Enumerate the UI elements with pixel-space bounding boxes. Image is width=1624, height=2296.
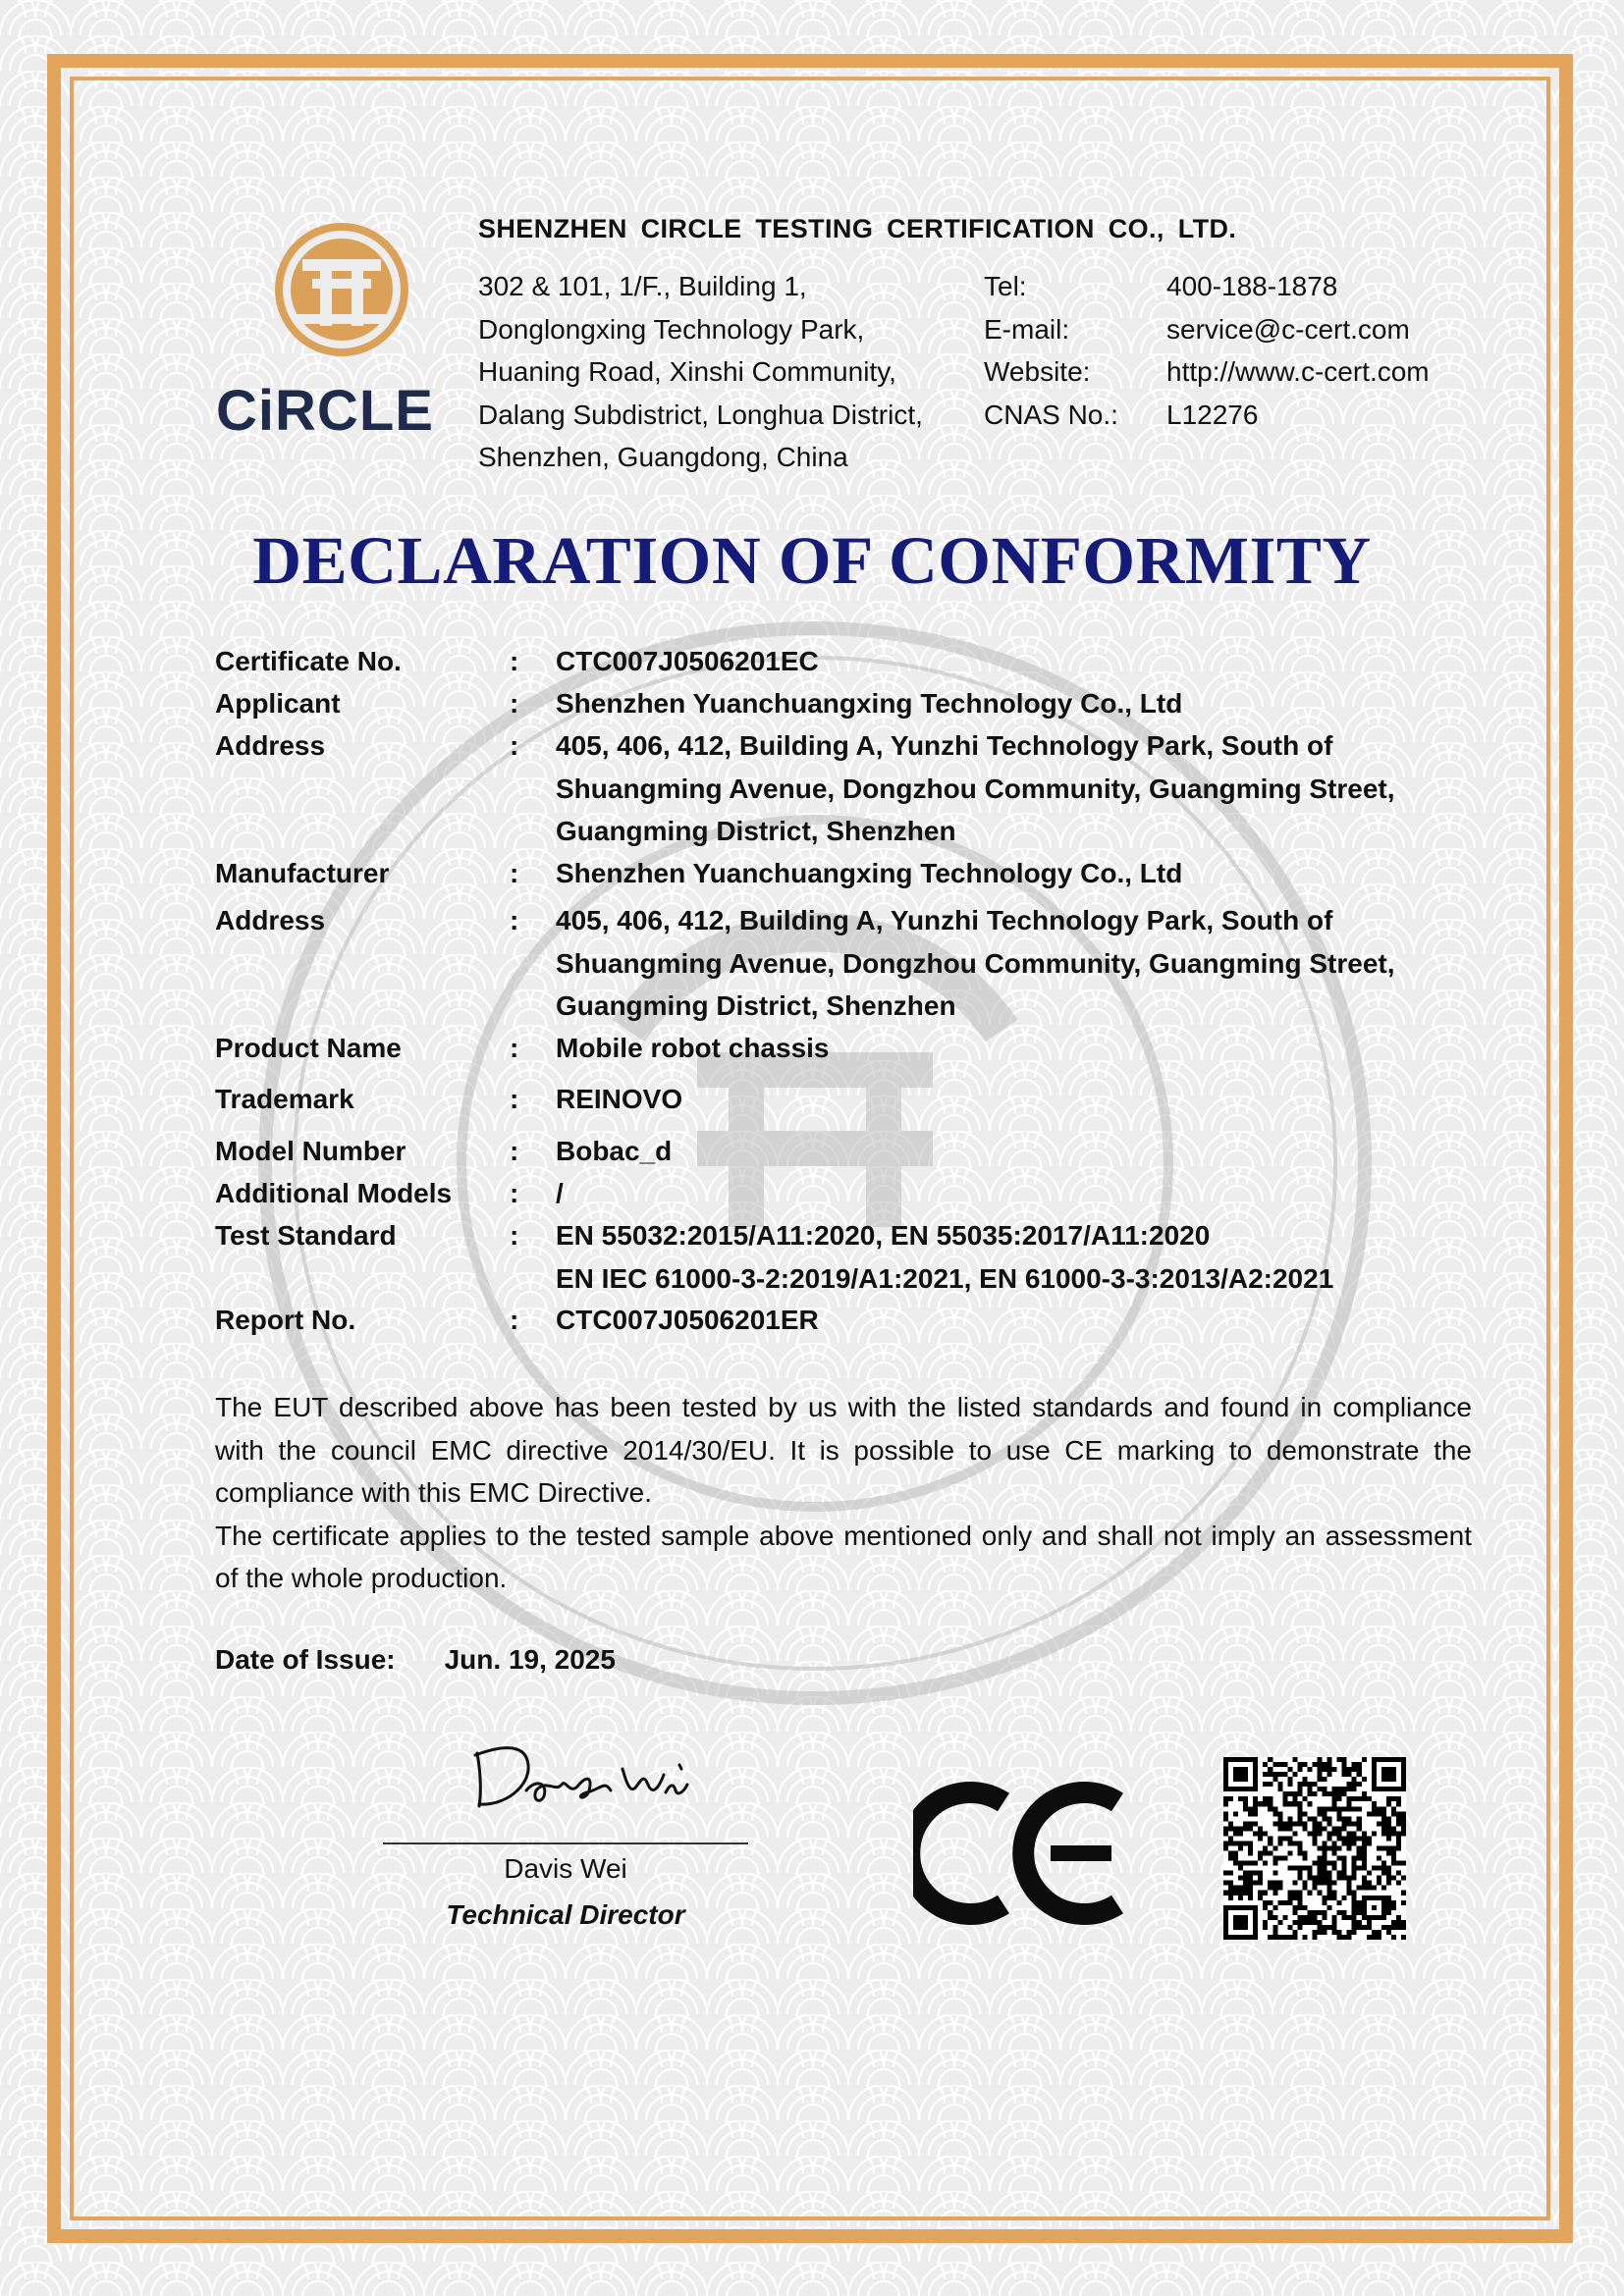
contact-label: Website: — [984, 356, 1091, 387]
field-value-line: Shenzhen Yuanchuangxing Technology Co., Ltd — [556, 688, 1183, 719]
address-line: Donglongxing Technology Park, — [478, 313, 865, 345]
contact-label: E-mail: — [984, 313, 1070, 345]
field-value-line: Bobac_d — [556, 1136, 673, 1166]
field-label: Model Number — [215, 1136, 406, 1166]
company-contacts — [984, 265, 1430, 436]
contact-label: CNAS No.: — [984, 399, 1118, 430]
statement-paragraph-1: The EUT described above has been tested by us with the listed standards and found in compliance with the council EMC directive 2014/30/EU. It is possible to use CE marking to demonstrate the compliance with this EMC Directive. — [215, 1392, 1472, 1508]
field-value-line: Shuangming Avenue, Dongzhou Community, Guangming Street, — [556, 947, 1395, 979]
contact-row — [984, 394, 1430, 437]
handwritten-signature — [458, 1735, 693, 1826]
field-value — [556, 1130, 1489, 1173]
field-colon: : — [510, 1178, 519, 1208]
field-row — [215, 1299, 1489, 1342]
field-row — [215, 682, 1489, 725]
field-row — [215, 1130, 1489, 1173]
field-value — [556, 1078, 1489, 1121]
field-value-line: Guangming District, Shenzhen — [556, 816, 956, 846]
circle-gate-emblem-icon — [275, 223, 408, 356]
qr-code-icon — [1223, 1757, 1406, 1940]
contact-row — [984, 308, 1430, 351]
company-name: SHENZHEN CIRCLE TESTING CERTIFICATION CO., LTD. — [478, 214, 1237, 243]
contact-value: service@c-cert.com — [1166, 313, 1410, 345]
field-value-line: CTC007J0506201ER — [556, 1305, 819, 1335]
field-colon: : — [510, 905, 519, 935]
field-value-line: Guangming District, Shenzhen — [556, 990, 956, 1021]
field-value-line: 405, 406, 412, Building A, Yunzhi Technology Park, South of — [556, 730, 1333, 761]
field-value-line: EN 55032:2015/A11:2020, EN 55035:2017/A11:2020 — [556, 1220, 1211, 1251]
issue-label: Date of Issue: — [215, 1644, 396, 1675]
field-value — [556, 852, 1489, 895]
field-colon: : — [510, 1136, 519, 1166]
field-value-line: Mobile robot chassis — [556, 1033, 830, 1063]
field-row — [215, 1027, 1489, 1070]
contact-value: 400-188-1878 — [1166, 271, 1338, 301]
field-label: Certificate No. — [215, 646, 402, 676]
field-row — [215, 852, 1489, 895]
field-value — [556, 1299, 1489, 1342]
field-row — [215, 1214, 1489, 1300]
signature-line — [383, 1842, 748, 1844]
field-row — [215, 899, 1489, 1028]
field-value-line: CTC007J0506201EC — [556, 646, 819, 676]
signer-title: Technical Director — [446, 1899, 685, 1930]
field-label: Address — [215, 730, 326, 761]
contact-value: L12276 — [1166, 399, 1259, 430]
field-value — [556, 899, 1489, 1028]
field-value-line: Shuangming Avenue, Dongzhou Community, Guangming Street, — [556, 773, 1395, 804]
field-value — [556, 682, 1489, 725]
field-value-line: REINOVO — [556, 1084, 683, 1114]
field-row — [215, 640, 1489, 683]
field-value-line: 405, 406, 412, Building A, Yunzhi Technology Park, South of — [556, 905, 1333, 935]
document-title: DECLARATION OF CONFORMITY — [252, 523, 1372, 598]
issue-date: Jun. 19, 2025 — [444, 1644, 616, 1675]
field-row — [215, 1078, 1489, 1121]
address-line: Huaning Road, Xinshi Community, — [478, 356, 896, 387]
address-line: Dalang Subdistrict, Longhua District, — [478, 399, 923, 430]
field-value-line: / — [556, 1178, 564, 1208]
logo-wordmark: CiRCLE — [216, 379, 434, 442]
field-colon: : — [510, 1084, 519, 1114]
field-label: Additional Models — [215, 1178, 453, 1208]
field-value — [556, 1027, 1489, 1070]
contact-row — [984, 350, 1430, 394]
field-colon: : — [510, 1220, 519, 1251]
circle-logo — [201, 216, 449, 442]
statement-paragraph-2: The certificate applies to the tested sample above mentioned only and shall not imply an assessment of the whole production. — [215, 1520, 1472, 1593]
field-value-line: EN IEC 61000-3-2:2019/A1:2021, EN 61000-3-3:2013/A2:2021 — [556, 1262, 1334, 1294]
field-value — [556, 724, 1489, 853]
field-label: Test Standard — [215, 1220, 397, 1251]
field-colon: : — [510, 1033, 519, 1063]
company-address — [478, 265, 923, 479]
date-of-issue — [215, 1644, 616, 1676]
field-colon: : — [510, 1305, 519, 1335]
field-row — [215, 724, 1489, 853]
field-label: Report No. — [215, 1305, 356, 1335]
field-value-line: Shenzhen Yuanchuangxing Technology Co., Ltd — [556, 858, 1183, 888]
field-row — [215, 1172, 1489, 1215]
contact-row — [984, 265, 1430, 308]
field-label: Manufacturer — [215, 858, 390, 888]
signer-name: Davis Wei — [504, 1853, 627, 1884]
field-colon: : — [510, 688, 519, 719]
compliance-statement — [215, 1386, 1472, 1600]
field-label: Applicant — [215, 688, 341, 719]
field-label: Product Name — [215, 1033, 402, 1063]
address-line: 302 & 101, 1/F., Building 1, — [478, 271, 807, 301]
contact-label: Tel: — [984, 271, 1027, 301]
field-colon: : — [510, 646, 519, 676]
field-colon: : — [510, 730, 519, 761]
field-value — [556, 1214, 1489, 1300]
field-label: Trademark — [215, 1084, 354, 1114]
field-value — [556, 640, 1489, 683]
ce-mark-icon — [913, 1775, 1131, 1932]
field-label: Address — [215, 905, 326, 935]
address-line: Shenzhen, Guangdong, China — [478, 442, 848, 472]
field-colon: : — [510, 858, 519, 888]
field-value — [556, 1172, 1489, 1215]
contact-value: http://www.c-cert.com — [1166, 356, 1430, 387]
